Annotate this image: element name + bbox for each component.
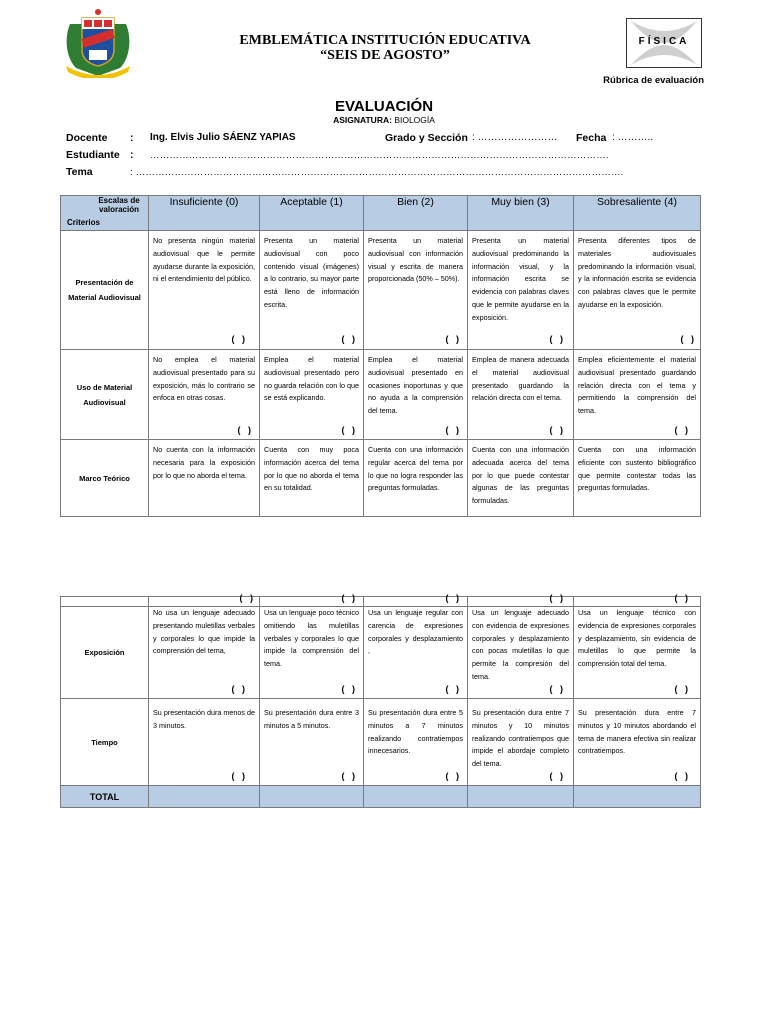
level-header: Bien (2) <box>364 196 468 231</box>
rubric-cell <box>260 699 364 786</box>
rubric-table-continued <box>60 593 701 808</box>
score-checkbox[interactable]: ( ) <box>674 771 688 782</box>
rubric-cell: No cuenta con la información necesaria para la exposición por lo que no aborda el tema. <box>149 440 260 517</box>
cell-text: No emplea el material audiovisual presentado para su exposición, más lo contrario se enfoca en otras cosas. <box>153 355 255 403</box>
fecha-value[interactable]: : ……….. <box>612 132 654 143</box>
total-cell[interactable] <box>149 786 260 808</box>
rubric-cell: Cuenta con muy poca información acerca del tema por lo que no aborda el tema en su totalidad. <box>260 440 364 517</box>
blank-cell <box>574 593 701 607</box>
cell-text: Presenta un material audiovisual predominando la información visual, y la información escrita se evidencia con palabras claves que le permite ayudarse en la exposición. <box>472 236 569 322</box>
rubric-cell <box>149 231 260 350</box>
cell-text: Su presentación dura entre 7 minutos y 10 minutos abordando el tema de manera efectiva sin realizar contratiempos. <box>578 708 696 756</box>
rubric-cell <box>364 350 468 440</box>
total-cell[interactable] <box>574 786 701 808</box>
score-checkbox[interactable]: ( ) <box>674 425 688 436</box>
fecha-label: Fecha <box>576 132 607 144</box>
cell-text: Usa un lenguaje poco técnico omitiendo las muletillas verbales y corporales lo que impide la comprensión del tema. <box>264 608 359 669</box>
rubric-cell <box>364 231 468 350</box>
rubric-cell <box>574 350 701 440</box>
cell-text: Emplea de manera adecuada el material audiovisual presentado guardando la relación directa con el tema. <box>472 355 569 403</box>
cell-text: No presenta ningún material audiovisual que le permite ayudarse durante la exposición, ni el entendimiento del público. <box>153 236 255 284</box>
subject-value: BIOLOGÍA <box>394 115 435 125</box>
corner-cell <box>61 196 149 231</box>
blank-cell <box>364 593 468 607</box>
score-checkbox[interactable]: ( ) <box>549 684 563 695</box>
level-header: Sobresaliente (4) <box>574 196 701 231</box>
physics-logo <box>626 18 702 68</box>
criterion-row <box>61 440 701 517</box>
estudiante-colon: : <box>130 149 134 161</box>
rubric-header-row <box>61 196 701 231</box>
cell-text: No usa un lenguaje adecuado presentando muletillas verbales y corporales lo que impide la comprensión del tema, <box>153 608 255 656</box>
total-row <box>61 786 701 808</box>
criterion-label: Marco Teórico <box>61 440 149 517</box>
score-checkbox[interactable]: ( ) <box>237 425 251 436</box>
continuation-row <box>61 597 701 607</box>
rubric-cell <box>468 350 574 440</box>
institution-name-line2: “SEIS DE AGOSTO” <box>320 48 450 63</box>
total-cell[interactable] <box>468 786 574 808</box>
tema-label: Tema <box>66 166 93 178</box>
score-checkbox[interactable]: ( ) <box>445 425 459 436</box>
score-checkbox[interactable]: ( ) <box>341 771 355 782</box>
level-header: Aceptable (1) <box>260 196 364 231</box>
rubric-cell <box>364 607 468 699</box>
rubric-cell <box>260 607 364 699</box>
cell-text: Presenta un material audiovisual con información visual y escrita de manera proporcionada (50% – 50%). <box>368 236 463 284</box>
cell-text: Usa un lenguaje adecuado con evidencia de expresiones corporales y desplazamiento con pocas muletillas lo que permite la compresión del tema. <box>472 608 569 681</box>
score-checkbox[interactable]: ( ) <box>549 334 563 345</box>
physics-logo-text: FÍSICA <box>638 36 690 47</box>
score-checkbox[interactable]: ( ) <box>239 593 253 603</box>
score-checkbox[interactable]: ( ) <box>341 593 355 603</box>
rubric-cell <box>149 699 260 786</box>
total-label: TOTAL <box>61 786 149 808</box>
score-checkbox[interactable]: ( ) <box>231 684 245 695</box>
score-checkbox[interactable]: ( ) <box>341 684 355 695</box>
docente-value: Ing. Elvis Julio SÁENZ YAPIAS <box>150 132 296 143</box>
rubric-cell <box>574 231 701 350</box>
score-checkbox[interactable]: ( ) <box>674 593 688 603</box>
subject-label: ASIGNATURA: <box>333 115 392 125</box>
rubric-cell: Cuenta con una información regular acerca del tema por lo que no logra responder las preguntas formuladas. <box>364 440 468 517</box>
criterion-row <box>61 607 701 699</box>
criterion-label: Uso de Material Audiovisual <box>61 350 149 440</box>
cell-text: Usa un lenguaje regular con carencia de expresiones corporales y desplazamiento , <box>368 608 463 656</box>
grado-label: Grado y Sección <box>385 132 468 144</box>
blank-cell <box>468 593 574 607</box>
criterion-label: Exposición <box>61 607 149 699</box>
cell-text: Su presentación dura entre 5 minutos a 7 minutos realizando contratiempos innecesarios. <box>368 708 463 756</box>
criterion-label: Presentación de Material Audiovisual <box>61 231 149 350</box>
grado-value[interactable]: : …………………… <box>472 132 558 143</box>
subject-line <box>0 115 768 125</box>
rubric-cell: Cuenta con una información adecuada acerca del tema por lo que puede contestar algunas de las preguntas formuladas. <box>468 440 574 517</box>
score-checkbox[interactable]: ( ) <box>445 334 459 345</box>
rubric-cell <box>260 231 364 350</box>
score-checkbox[interactable]: ( ) <box>549 593 563 603</box>
rubric-cell: Cuenta con una información eficiente con sustento bibliográfico que permite contestar todas las preguntas formuladas. <box>574 440 701 517</box>
criterion-row <box>61 699 701 786</box>
scales-label: Escalas de valoración <box>98 196 140 214</box>
criterion-label: Tiempo <box>61 699 149 786</box>
institution-name-line1: EMBLEMÁTICA INSTITUCIÓN EDUCATIVA <box>239 33 531 48</box>
score-checkbox[interactable]: ( ) <box>445 593 459 603</box>
estudiante-label: Estudiante <box>66 149 120 161</box>
score-checkbox[interactable]: ( ) <box>231 334 245 345</box>
rubric-cell <box>149 350 260 440</box>
rubric-table <box>60 195 701 517</box>
cell-text: Usa un lenguaje técnico con evidencia de expresiones corporales y desplazamiento, sin evidencia de muletillas lo que permite la comprensión total del tema. <box>578 608 696 669</box>
docente-colon: : <box>130 132 134 144</box>
score-checkbox[interactable]: ( ) <box>549 425 563 436</box>
estudiante-value[interactable]: ……………………………………………………………………………………………………………………………. <box>150 150 609 161</box>
rubric-cell <box>574 699 701 786</box>
cell-text: Emplea eficientemente el material audiovisual presentado guardando relación directa con el tema y permitiendo la comprensión del tema. <box>578 355 696 416</box>
criterion-row <box>61 231 701 350</box>
blank-cell <box>149 593 260 607</box>
score-checkbox[interactable]: ( ) <box>231 771 245 782</box>
cell-text: Emplea el material audiovisual presentado en ocasiones inoportunas y que no ayuda a la comprensión del tema. <box>368 355 463 416</box>
rubric-cell <box>468 231 574 350</box>
score-checkbox[interactable]: ( ) <box>445 771 459 782</box>
criteria-label: Criterios <box>67 218 100 227</box>
cell-text: Su presentación dura menos de 3 minutos. <box>153 708 255 730</box>
level-header: Insuficiente (0) <box>149 196 260 231</box>
cell-text: Su presentación dura entre 7 minutos y 10 minutos realizando contratiempos que impide el abordaje completo del tema. <box>472 708 569 769</box>
score-checkbox[interactable]: ( ) <box>341 334 355 345</box>
rubric-cell <box>260 350 364 440</box>
score-checkbox[interactable]: ( ) <box>680 334 694 345</box>
rubric-cell <box>574 607 701 699</box>
score-checkbox[interactable]: ( ) <box>341 425 355 436</box>
score-checkbox[interactable]: ( ) <box>549 771 563 782</box>
blank-cell <box>260 593 364 607</box>
cell-text: Presenta diferentes tipos de materiales audiovisuales predominando la información visual, y la información escrita se evidencia con palabras claves que le permite ayudarse en la exposición. <box>578 236 696 309</box>
score-checkbox[interactable]: ( ) <box>674 684 688 695</box>
rubric-tag: Rúbrica de evaluación <box>603 75 704 86</box>
docente-label: Docente <box>66 132 108 144</box>
cell-text: Su presentación dura entre 3 minutos a 5 minutos. <box>264 708 359 730</box>
level-header: Muy bien (3) <box>468 196 574 231</box>
tema-value[interactable]: : ……………………………………………………………………………………………………………………………………. <box>130 167 624 178</box>
score-checkbox[interactable]: ( ) <box>445 684 459 695</box>
cell-text: Presenta un material audiovisual con poco contenido visual (imágenes) a lo contrario, su mayor parte está lleno de información escrita. <box>264 236 359 309</box>
criterion-row <box>61 350 701 440</box>
total-cell[interactable] <box>364 786 468 808</box>
rubric-cell <box>364 699 468 786</box>
rubric-cell <box>468 607 574 699</box>
blank-cell <box>61 597 149 607</box>
rubric-cell <box>468 699 574 786</box>
total-cell[interactable] <box>260 786 364 808</box>
page-title: EVALUACIÓN <box>334 98 434 115</box>
cell-text: Emplea el material audiovisual presentado pero no guarda relación con lo que se está explicando. <box>264 355 359 403</box>
school-crest-logo <box>62 8 134 78</box>
rubric-cell <box>149 607 260 699</box>
